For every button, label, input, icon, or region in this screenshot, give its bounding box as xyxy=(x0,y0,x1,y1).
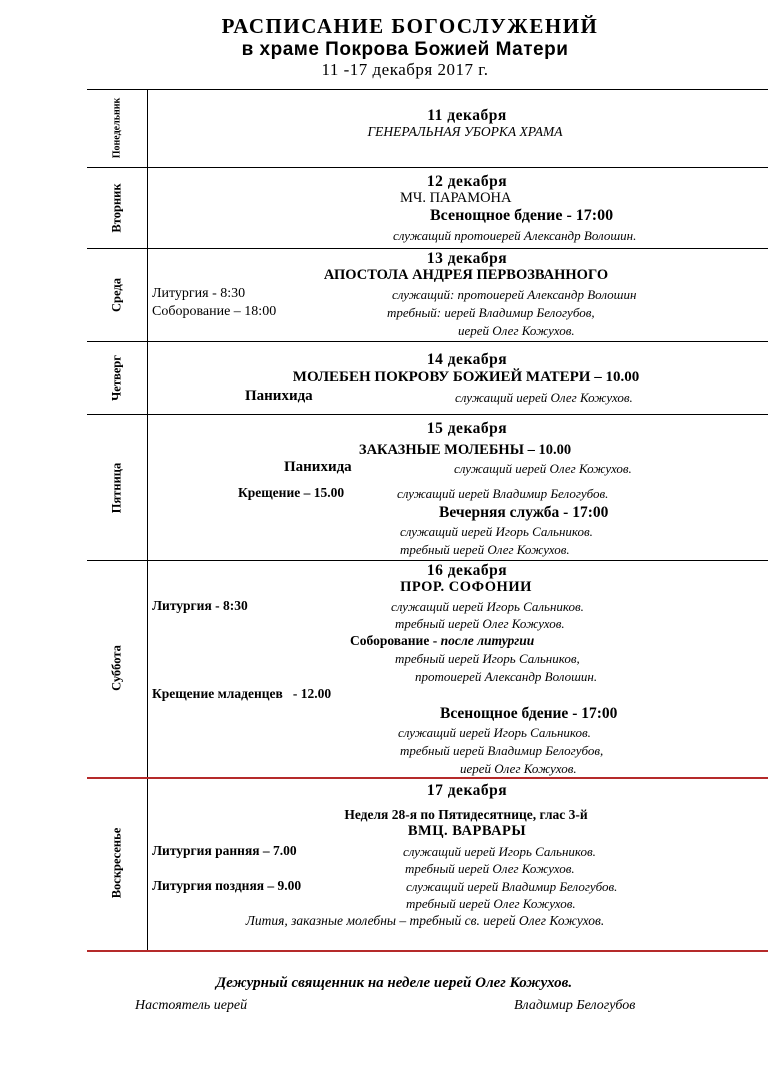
feast-name: ВМЦ. ВАРВАРЫ xyxy=(407,823,527,839)
priest-line: служащий: протоиерей Александр Волошин xyxy=(392,287,637,302)
feast-name: МЧ. ПАРАМОНА xyxy=(400,190,512,206)
priest-line: требный иерей Олег Кожухов. xyxy=(405,861,575,876)
divider-red xyxy=(87,777,768,779)
priest-line: протоиерей Александр Волошин. xyxy=(415,669,598,684)
page-subtitle: в храме Покрова Божией Матери xyxy=(241,39,569,60)
priest-line: служащий иерей Игорь Сальников. xyxy=(403,844,596,859)
day-date: 11 декабря xyxy=(427,107,507,124)
divider xyxy=(87,167,768,168)
day-date: 12 декабря xyxy=(426,173,508,190)
day-date: 15 декабря xyxy=(426,420,508,437)
duty-priest: Дежурный священник на неделе иерей Олег Кожухов. xyxy=(215,975,573,991)
divider xyxy=(87,248,768,249)
service-time: Соборование – 18:00 xyxy=(152,304,277,319)
service-title: Всенощное бдение - 17:00 xyxy=(440,705,618,722)
day-date: 17 декабря xyxy=(426,782,508,799)
rector-label: Настоятель иерей xyxy=(135,998,248,1013)
service-time: Литургия - 8:30 xyxy=(152,286,246,301)
day-note: ГЕНЕРАЛЬНАЯ УБОРКА ХРАМА xyxy=(367,124,563,139)
feast-name: АПОСТОЛА АНДРЕЯ ПЕРВОЗВАННОГО xyxy=(323,267,609,283)
service-time: Литургия поздняя – 9.00 xyxy=(152,878,302,893)
weekday-column-divider xyxy=(147,89,148,950)
divider xyxy=(87,414,768,415)
divider-red xyxy=(87,950,768,952)
priest-line: служащий иерей Владимир Белогубов. xyxy=(406,879,618,894)
divider xyxy=(87,89,768,90)
service-title: Панихида xyxy=(245,388,313,404)
priest-line: требный иерей Олег Кожухов. xyxy=(406,896,576,911)
service-time: Крещение – 15.00 xyxy=(238,485,345,500)
priest-line: служащий иерей Олег Кожухов. xyxy=(454,461,632,476)
week-name: Неделя 28-я по Пятидесятнице, глас 3-й xyxy=(344,807,588,822)
service-title: МОЛЕБЕН ПОКРОВУ БОЖИЕЙ МАТЕРИ – 10.00 xyxy=(292,369,640,385)
divider xyxy=(87,560,768,561)
service-title: Вечерняя служба - 17:00 xyxy=(439,504,609,521)
divider xyxy=(87,341,768,342)
service-time: Крещение младенцев - 12.00 xyxy=(152,686,332,701)
service-note: Лития, заказные молебны – требный св. иерей Олег Кожухов. xyxy=(245,913,605,928)
day-date: 13 декабря xyxy=(426,250,508,267)
service-title: Панихида xyxy=(284,459,352,475)
priest-line: служащий иерей Владимир Белогубов. xyxy=(397,486,609,501)
priest-line: требный иерей Владимир Белогубов, xyxy=(400,743,604,758)
service-time: Соборование - после литургии xyxy=(350,633,535,648)
service-title: ЗАКАЗНЫЕ МОЛЕБНЫ – 10.00 xyxy=(358,442,572,458)
service-time: Литургия ранняя – 7.00 xyxy=(152,843,297,858)
priest-line: служащий иерей Игорь Сальников. xyxy=(400,524,593,539)
day-date: 16 декабря xyxy=(426,562,508,579)
priest-line: иерей Олег Кожухов. xyxy=(458,323,575,338)
day-date: 14 декабря xyxy=(426,351,508,368)
priest-line: требный иерей Игорь Сальников, xyxy=(395,651,580,666)
priest-line: служащий иерей Игорь Сальников. xyxy=(398,725,591,740)
priest-line: требный иерей Олег Кожухов. xyxy=(400,542,570,557)
priest-line: требный иерей Олег Кожухов. xyxy=(395,616,565,631)
service-time: Литургия - 8:30 xyxy=(152,598,248,613)
priest-line: служащий иерей Игорь Сальников. xyxy=(391,599,584,614)
date-range: 11 -17 декабря 2017 г. xyxy=(321,60,489,79)
feast-name: ПРОР. СОФОНИИ xyxy=(400,579,532,595)
priest-line: иерей Олег Кожухов. xyxy=(460,761,577,776)
priest-line: требный: иерей Владимир Белогубов, xyxy=(387,305,595,320)
rector-name: Владимир Белогубов xyxy=(514,998,636,1013)
service-title: Всенощное бдение - 17:00 xyxy=(430,207,614,224)
page-title: РАСПИСАНИЕ БОГОСЛУЖЕНИЙ xyxy=(221,14,599,38)
priest-line: служащий протоиерей Александр Волошин. xyxy=(393,228,637,243)
priest-line: служащий иерей Олег Кожухов. xyxy=(455,390,633,405)
